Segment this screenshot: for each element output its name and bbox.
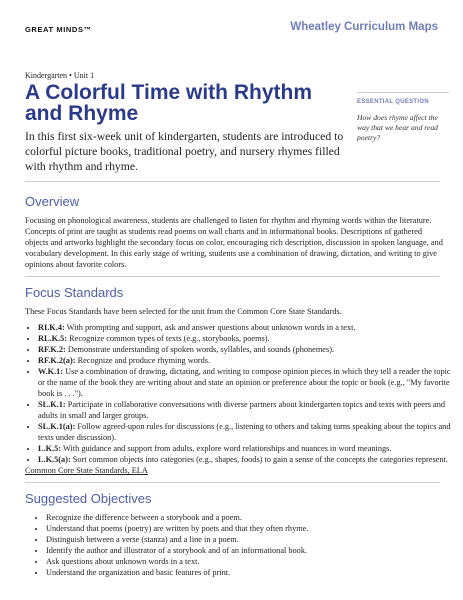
- objective-item: • Understand the organization and basic features of print.: [46, 567, 456, 578]
- standard-code: SL.K.1:: [38, 400, 66, 409]
- standard-item: [38, 399, 458, 421]
- breadcrumb: Kindergarten • Unit 1: [25, 71, 95, 80]
- series-title: Wheatley Curriculum Maps: [290, 21, 438, 33]
- objective-item: • Ask questions about unknown words in a text.: [46, 556, 456, 567]
- standard-item: [38, 366, 458, 399]
- standard-code: W.K.1:: [38, 367, 64, 376]
- brand-logo: GREAT MINDS™: [25, 25, 92, 34]
- standard-text: Demonstrate understanding of spoken words, syllables, and sounds (phonemes).: [65, 345, 335, 354]
- page-header: [0, 0, 463, 60]
- objectives-list: [33, 512, 456, 578]
- standard-item: [38, 322, 458, 333]
- objective-item: • Distinguish between a verse (stanza) and a line in a poem.: [46, 534, 456, 545]
- section-divider: [25, 276, 440, 277]
- standard-code: RF.K.2(a):: [38, 356, 76, 365]
- standard-item: [38, 355, 458, 366]
- standard-code: SL.K.1(a):: [38, 422, 76, 431]
- essential-question-box: [357, 92, 449, 143]
- objectives-heading: Suggested Objectives: [25, 491, 152, 506]
- standard-text: Participate in collaborative conversations with diverse partners about kindergarten topics and texts with peers and adults in small and larger groups.: [38, 400, 445, 420]
- section-divider: [25, 181, 440, 182]
- unit-intro: In this first six-week unit of kindergarten, students are introduced to colorful picture books, traditional poetry, and nursery rhymes filled with rhythm and rhyme.: [25, 130, 344, 173]
- page-title: A Colorful Time with Rhythm and Rhyme: [25, 81, 312, 125]
- standard-text: With guidance and support from adults, explore word relationships and nuances in word meanings.: [61, 444, 392, 453]
- standard-text: Sort common objects into categories (e.g., shapes, foods) to gain a sense of the concepts the categories represent.: [70, 455, 448, 464]
- focus-standards-intro: These Focus Standards have been selected for the unit from the Common Core State Standards.: [25, 307, 342, 316]
- standard-text: Follow agreed-upon rules for discussions (e.g., listening to others and taking turns speaking about the topics and texts under discussion).: [38, 422, 451, 442]
- standard-code: L.K.5(a):: [38, 455, 71, 464]
- standard-text: Recognize common types of texts (e.g., storybooks, poems).: [67, 334, 270, 343]
- essential-question-label: ESSENTIAL QUESTION: [357, 99, 429, 105]
- standard-code: RF.K.2:: [38, 345, 66, 354]
- standard-item: [38, 454, 458, 465]
- standards-list: [25, 322, 458, 465]
- standard-code: L.K.5:: [38, 444, 62, 453]
- standard-text: Recognize and produce rhyming words.: [75, 356, 211, 365]
- overview-text: Focusing on phonological awareness, students are challenged to listen for rhythm and rhyming words within the literature. Concepts of print are taught as students read poems on wall charts and in informational books. Descriptions of gathered objects and artworks highlight the secondary focus on color, encouraging rich description, discussion in spoken language, and vocabulary development. In this early stage of writing, students use a combination of drawing, dictation, and writing to give opinions about favorite colors.: [25, 216, 443, 269]
- standard-code: RI.K.4:: [38, 323, 65, 332]
- objective-item: • Identify the author and illustrator of a storybook and of an informational book.: [46, 545, 456, 556]
- standard-text: Use a combination of drawing, dictating, and writing to compose opinion pieces in which they tell a reader the topic or the name of the book they are writing about and state an opinion or preference about the topic or book (e.g., "My favorite book is . . .").: [38, 367, 451, 398]
- standard-item: [38, 443, 458, 454]
- standard-item: [38, 344, 458, 355]
- essential-question-text: How does rhyme affect the way that we hear and read poetry?: [357, 113, 438, 142]
- section-divider: [25, 482, 440, 483]
- objective-item: • Understand that poems (poetry) are written by poets and that they often rhyme.: [46, 523, 456, 534]
- standard-item: [38, 421, 458, 443]
- focus-standards-heading: Focus Standards: [25, 285, 124, 300]
- standard-code: RL.K.5:: [38, 334, 68, 343]
- objective-item: • Recognize the difference between a storybook and a poem.: [46, 512, 456, 523]
- standard-text: With prompting and support, ask and answer questions about unknown words in a text.: [64, 323, 356, 332]
- standard-item: [38, 333, 458, 344]
- ccss-ela-link[interactable]: Common Core State Standards, ELA: [25, 466, 148, 475]
- overview-heading: Overview: [25, 194, 80, 209]
